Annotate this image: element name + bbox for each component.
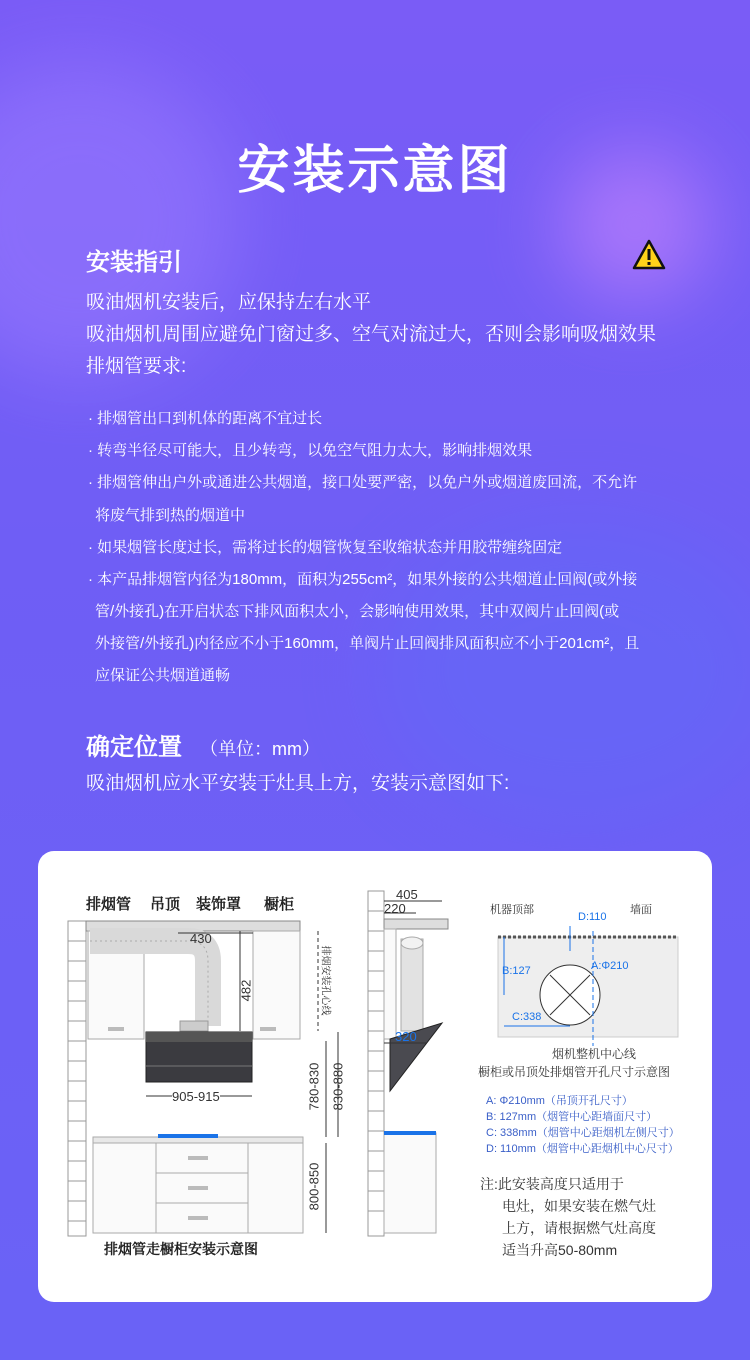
unit-label: （单位：mm）	[200, 739, 320, 759]
hole-wall-label: 墙面	[630, 904, 652, 916]
dim-405: 405	[396, 887, 418, 902]
note-line: 上方，请根据燃气灶高度	[502, 1220, 656, 1236]
position-desc: 吸油烟机应水平安装于灶具上方，安装示意图如下:	[86, 773, 510, 794]
warning-triangle-icon	[632, 239, 666, 271]
guide-bullet: 将废气排到热的烟道中	[95, 507, 246, 524]
guide-line: 排烟管要求:	[86, 356, 187, 377]
guide-line: 吸油烟机周围应避免门窗过多、空气对流过大，否则会影响吸烟效果	[86, 324, 657, 345]
note-line: 注:此安装高度只适用于	[480, 1176, 624, 1192]
hole-center-line-label: 排烟安装孔心线	[319, 945, 331, 1016]
label-cabinet: 橱柜	[264, 896, 295, 913]
hole-caption: 橱柜或吊顶处排烟管开孔尺寸示意图	[478, 1065, 671, 1079]
install-diagram-card	[38, 851, 712, 1302]
label-ceiling: 吊顶	[150, 896, 181, 913]
legend-d: D: 110mm（烟管中心距烟机中心尺寸）	[486, 1143, 679, 1155]
legend-c: C: 338mm（烟管中心距烟机左侧尺寸）	[486, 1127, 680, 1139]
hole-center-line: 烟机整机中心线	[552, 1047, 637, 1061]
label-pipe: 排烟管	[86, 896, 132, 913]
dim-905: 905-915	[172, 1089, 220, 1104]
label-cover: 装饰罩	[196, 896, 242, 913]
dim-830: 830-880	[330, 1062, 346, 1111]
guide-bullet: · 如果烟管长度过长，需将过长的烟管恢复至收缩状态并用胶带缠绕固定	[88, 539, 563, 556]
caption-left: 排烟管走橱柜安装示意图	[104, 1241, 258, 1257]
hole-top-label: 机器顶部	[490, 904, 534, 916]
note-line: 适当升高50-80mm	[502, 1242, 618, 1258]
guide-bullet: 管/外接孔)在开启状态下排风面积太小，会影响使用效果，其中双阀片止回阀(或	[95, 603, 620, 620]
page-title: 安装示意图	[237, 142, 513, 200]
guide-bullet: 应保证公共烟道通畅	[95, 667, 231, 684]
note-line: 电灶，如果安装在燃气灶	[502, 1198, 656, 1214]
hole-a210: A:Φ210	[591, 960, 629, 972]
dim-780: 780-830	[306, 1062, 322, 1111]
guide-bullet: · 排烟管出口到机体的距离不宜过长	[88, 410, 323, 427]
dim-482: 482	[238, 979, 254, 1002]
guide-bullet: · 本产品排烟管内径为180mm，面积为255cm²，如果外接的公共烟道止回阀(或外接	[88, 571, 638, 588]
legend-b: B: 127mm（烟管中心距墙面尺寸）	[486, 1111, 658, 1123]
guide-bullet: 外接管/外接孔)内径应不小于160mm，单阀片止回阀排风面积应不小于201cm²，且	[95, 635, 640, 652]
dim-430: 430	[190, 931, 212, 946]
hole-b127: B:127	[502, 965, 531, 977]
hole-c338: C:338	[512, 1011, 542, 1023]
dim-800: 800-850	[306, 1162, 322, 1211]
guide-heading: 安装指引	[86, 249, 182, 276]
hole-d110: D:110	[578, 911, 607, 923]
position-heading-text: 确定位置	[86, 734, 182, 761]
dim-320: 320	[395, 1029, 417, 1044]
legend-a: A: Φ210mm（吊顶开孔尺寸）	[486, 1095, 633, 1107]
position-heading	[86, 727, 320, 762]
dim-220: 220	[384, 901, 406, 916]
guide-bullet: · 转弯半径尽可能大，且少转弯，以免空气阻力太大，影响排烟效果	[88, 442, 533, 459]
guide-bullet: · 排烟管伸出户外或通进公共烟道，接口处要严密，以免户外或烟道废回流，不允许	[88, 474, 638, 491]
guide-line: 吸油烟机安装后，应保持左右水平	[86, 292, 372, 313]
